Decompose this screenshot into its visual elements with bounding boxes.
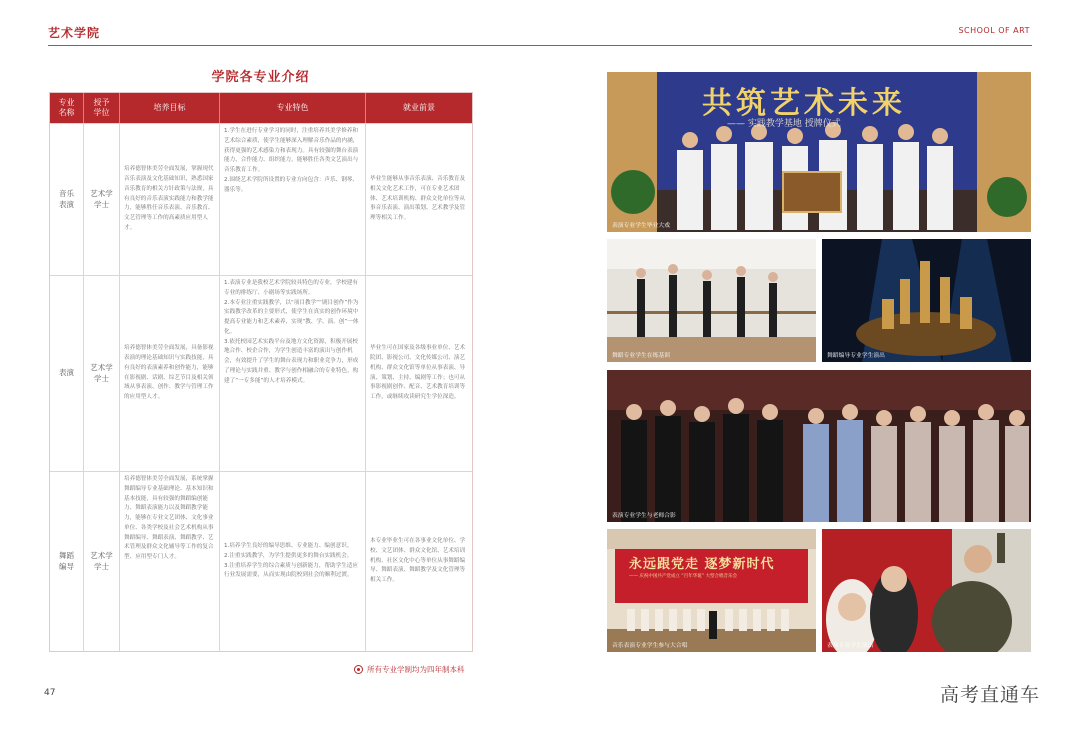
photo-caption: 舞蹈专业学生在练基训: [612, 353, 670, 359]
drama-scene: [822, 529, 1031, 652]
major-goal: 培养德智体美劳全面发展，掌握现代音乐表演及文化基础知识，熟悉国家音乐教育的相关方针政策与法规，具有良好的音乐表演实践能力和教学能力，能够胜任音乐表演、音乐教育、文艺管理等工作的高素质应用型人才。: [120, 124, 220, 275]
major-degree: 艺术学 学士: [84, 276, 120, 471]
header-career: 就业前景: [403, 103, 435, 112]
photo-choir: [607, 529, 816, 652]
ceremony-banner-subtitle: —— 实践教学基地 授牌仪式: [727, 119, 841, 129]
major-name: 表演: [50, 276, 84, 471]
photo-caption: 表演专业学生与老师合影: [612, 513, 676, 519]
photo-ballet-practice: [607, 239, 816, 362]
section-title: 学院各专业介绍: [211, 70, 310, 85]
major-degree: 艺术学 学士: [84, 472, 120, 651]
major-features: 1.培养学生良好的编导思维、专业能力、编创意识。 2.注重实践教学，为学生提供更多的舞台实践机会。 3.注重培养学生的综合素质与创新能力，帮助学生适应行业发展需要，从而实现由院校到社会的顺利过渡。: [220, 472, 366, 651]
photo-drama-performance: [822, 529, 1031, 652]
photo-group-students: [607, 370, 1031, 522]
college-title-en: SCHOOL OF ART: [958, 26, 1030, 35]
header-divider: [48, 45, 1032, 46]
table-row: [50, 123, 472, 275]
major-goal: 培养德智体美劳全面发展，具备影视表演的理论基础知识与实践技能，具有良好的表演素养和创作能力，能够在影视剧、话剧、综艺节目及相关领域从事表演、创作、教学与管理工作的应用型人才。: [120, 276, 220, 471]
header-degree: 授予 学位: [84, 93, 120, 123]
choir-scene: [607, 529, 816, 652]
major-features: 1.表演专业是我校艺术学院较具特色的专业，学校建有专业的排练厅、小剧场等实践场所。 2.本专业注重实践教学，以“项目教学”“剧目创作”作为实践教学改革的主要形式，使学生在真实的创作环境中提高专业能力和艺术素养，实现“教、学、演、创”一体化。 3.依托校园艺术实践平台及地方文化资源，积极开展校地合作、校企合作，为学生创造丰富的演出与创作机会，有效提升了学生的舞台表现力和职业竞争力，形成了理论与实践并重、教学与创作相融合的专业特色，构建了“一专多能”的人才培养模式。: [220, 276, 366, 471]
major-career: 毕业生可在国家及各级事业单位、艺术院团、影视公司、文化传媒公司、演艺机构、群众文化馆等单位从事表演、导演、策划、主持、编剧等工作；也可从事影视剧创作、配音、艺术教育培训等工作，或继续攻读研究生学位深造。: [370, 345, 466, 401]
dance-stage-scene: [822, 239, 1031, 362]
ballet-scene: [607, 239, 816, 362]
photo-caption: 舞蹈编导专业学生演出: [827, 353, 885, 359]
group-scene: [607, 370, 1031, 522]
photo-dance-performance: [822, 239, 1031, 362]
major-career: 本专业毕业生可在各事业文化单位、学校、文艺团体、群众文化馆、艺术培训机构、社区文化中心等单位从事舞蹈编导、舞蹈表演、舞蹈教学及文化管理等相关工作。: [370, 538, 466, 584]
watermark: 高考直通车: [940, 684, 1041, 706]
program-note: [354, 664, 465, 675]
program-note-text: 所有专业学制均为四年制本科: [367, 665, 465, 674]
photo-caption: 表演专业学生演出: [827, 643, 874, 649]
bullet-circle-icon: [354, 665, 363, 674]
major-degree: 艺术学 学士: [84, 124, 120, 275]
major-career: 毕业生能够从事音乐表演、音乐教育及相关文化艺术工作，可在专业艺术团体、艺术培训机构、群众文化单位等从事音乐表演、演出策划、艺术教学及管理等相关工作。: [370, 176, 466, 222]
header-major-name: 专业 名称: [50, 93, 84, 123]
major-name: 舞蹈 编导: [50, 472, 84, 651]
table-header: [50, 93, 472, 123]
header-features: 专业特色: [220, 93, 366, 123]
table-row: [50, 275, 472, 471]
choir-banner-subtitle: —— 庆祝中国共产党成立 “百年华诞” 大型合唱音乐会: [629, 574, 737, 579]
majors-table: [49, 92, 473, 652]
page-number: 47: [44, 688, 56, 698]
major-features: 1.学生在进行专业学习的同时，注重培养其美学修养和艺术综合素质，使学生能够深入理解音乐作品的内涵，获得更强的艺术感染力和表现力。具有较强的舞台表演能力、合作能力、组织能力，能够胜任各类文艺演出与音乐教育工作。 2.围绕艺术学院所设置的专业方向包含：声乐、钢琴、器乐等。: [220, 124, 366, 275]
major-name: 音乐 表演: [50, 124, 84, 275]
photo-caption: 表演专业学生毕业大戏: [612, 223, 670, 229]
table-row: [50, 471, 472, 651]
photo-caption: 音乐表演专业学生参与大合唱: [612, 643, 688, 649]
college-title: 艺术学院: [48, 26, 101, 40]
photo-ceremony: [607, 72, 1031, 232]
major-goal: 培养德智体美劳全面发展，系统掌握舞蹈编导专业基础理论、基本知识和基本技能，具有较强的舞蹈编创能力、舞蹈表演能力以及舞蹈教学能力，能够在专业文艺团体、文化事业单位、各类学校及社会艺术机构从事舞蹈编导、舞蹈表演、舞蹈教学、艺术管理及群众文化辅导等工作的复合型、应用型专门人才。: [120, 472, 220, 651]
ceremony-banner-title: 共筑艺术未来: [702, 86, 906, 121]
header-goal: 培养目标: [120, 93, 220, 123]
choir-banner-title: 永远跟党走 逐梦新时代: [629, 557, 775, 572]
